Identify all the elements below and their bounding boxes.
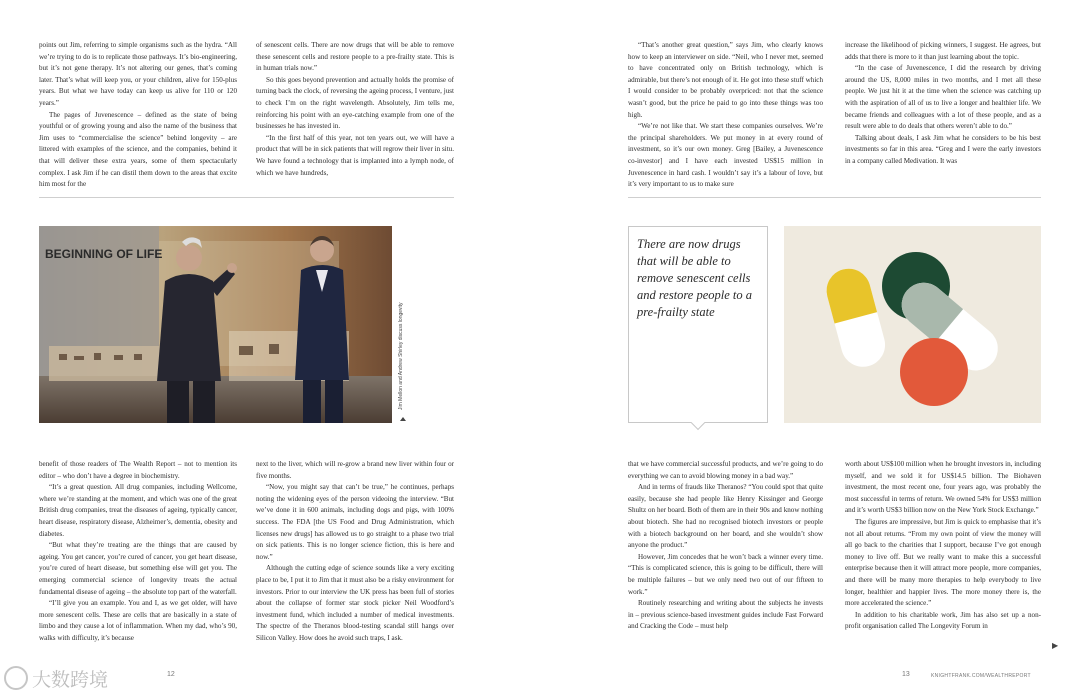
paragraph: “But what they’re treating are the things that are caused by ageing. You get cancer, you’re cured of cancer, you get heart disease, you’re cured of heart disease, but something else will get you. The emerging commercial science of longevity treats the actual fundamental disease of ageing – the absolute top part of the waterfall.: [39, 541, 237, 596]
paragraph: The figures are impressive, but Jim is quick to emphasise that it’s not all about returns. “From my own point of view the money will all go back to the charities that I support, because I’ve got enough money to live off. But we really want to make this a successful enterprise because then it will attract more people, more companies, and there will be many more therapies to help everybody to live longer, healthier and happier lives. The more money there is, the more accelerated the science.”: [845, 517, 1041, 608]
paragraph: “We’re not like that. We start these companies ourselves. We’re the principal shareholders. We put money in at every round of investment, so it’s our own money. Greg [Bailey, a Juvenescence co-investor] and I have each invested US$15 million in Juvenescence in hard cash. I wouldn’t say it’s a labour of love, but it’s very important to us to make sure: [628, 122, 823, 189]
paragraph: “In the first half of this year, not ten years out, we will have a product that will be in sick patients that will regrow their liver in situ. We have found a technology that is implanted into a lymph node, of which we have hundreds,: [256, 133, 454, 177]
paragraph: So this goes beyond prevention and actually holds the promise of turning back the clock, of reversing the ageing process, I venture, just to check I’m on the right wavelength. Absolutely, Jim tells me, reinforcing his point with an eye-catching example from one of the businesses he has invested in.: [256, 75, 454, 131]
next-page-arrow-icon[interactable]: ▶: [1052, 641, 1059, 650]
paragraph: Routinely researching and writing about the subjects he invests in – previous science-based investment guides include Fast Forward and Cracking the Code – must help: [628, 599, 823, 631]
paragraph: The pages of Juvenescence – defined as the state of being youthful or of growing young and also the name of the business that Jim uses to “commercialise the science” behind longevity – are littered with examples of the science, and the companies, behind it that will deliver these extra years, some of them spectacularly complex. I ask Jim if he can distil them down to the areas that excite him most for the: [39, 110, 237, 189]
paragraph: that we have commercial successful products, and we’re going to do everything we can to avoid blowing money in a bad way.”: [628, 460, 823, 480]
watermark-logo: [4, 664, 108, 692]
paragraph: Talking about deals, I ask Jim what he considers to be his best investments so far in this area. “Greg and I were the early investors in a company called Medivation. It was: [845, 133, 1041, 165]
paragraph: Although the cutting edge of science sounds like a very exciting place to be, I put it to Jim that it must also be a risky environment for investors. Prior to our interview the UK press has been full of stories about the collapse of former star stock picker Neil Woodford’s investment fund, which included a number of medical investments. The spectre of the Theranos blood-testing scandal still hangs over Silicon Valley. How does he avoid such traps, I ask.: [256, 564, 454, 642]
right-col1-bottom: [628, 459, 823, 633]
paragraph: However, Jim concedes that he won’t back a winner every time. “This is complicated science, this is going to be difficult, there will be multiple failures – but we only need two out of our fifteen to work.”: [628, 552, 823, 596]
page-number-left: 12: [167, 671, 175, 678]
divider: [39, 197, 454, 198]
watermark-icon: [4, 666, 28, 690]
paragraph: “That’s another great question,” says Jim, who clearly knows how to keep an interviewer on side. “Neil, who I never met, seemed to have concentrated only on British technology, which is admirable, but there’s not enough of it. He got into these stuff which I would consider to be probably overpriced: not that the science wasn’t good, but the price he paid to go into these things was too high.: [628, 41, 823, 119]
footer-url: KNIGHTFRANK.COM/WEALTHREPORT: [931, 673, 1031, 679]
divider: [628, 197, 1041, 198]
page-number-right: 13: [902, 671, 910, 678]
right-col1-top: [628, 40, 823, 191]
right-col2-top: [845, 40, 1041, 168]
right-col2-bottom: [845, 459, 1041, 633]
paragraph: points out Jim, referring to simple organisms such as the hydra. “All we’re trying to do is to replicate those pathways. It’s bio-engineering, but it’s not gene therapy. It’s not altering our genes, that’s coming later. That’s what will keep you, or your children, alive for 150-plus years. But what we have today can keep us alive for 110 or 120 years.”: [39, 41, 237, 107]
left-col2-bottom: [256, 459, 454, 645]
paragraph: increase the likelihood of picking winners, I suggest. He agrees, but adds that there is more to it than just learning about the topic.: [845, 41, 1041, 61]
paragraph: “I’ll give you an example. You and I, as we get older, will have more senescent cells. These are cells that are basically in a state of limbo and they cause a lot of inflammation. When my dad, who’s 90, walks with difficulty, it’s because: [39, 599, 237, 642]
museum-scene-illustration: [39, 226, 392, 423]
left-col2-top: [256, 40, 454, 179]
paragraph: benefit of those readers of The Wealth Report – not to mention its editor – who don’t have a degree in biochemistry.: [39, 460, 237, 480]
pull-quote-box: [628, 226, 768, 423]
paragraph: of senescent cells. There are now drugs that will be able to remove these senescent cells and restore people to a pre-frailty state. This is in human trials now.”: [256, 41, 454, 73]
caption-marker: [400, 417, 406, 421]
paragraph: next to the liver, which will re-grow a brand new liver within four or five months.: [256, 460, 454, 480]
paragraph: And in terms of frauds like Theranos? “You could spot that quite easily, because she had people like Henry Kissinger and George Shultz on her board. Both of them are in their 90s and know nothing about biotech. She had no recognised biotech investors or people with a biotech background on her board, and she wouldn’t show anyone the product.”: [628, 483, 823, 550]
interview-photo: [39, 226, 392, 423]
pull-quote-pointer: [691, 416, 705, 430]
capsule-graphic: [784, 226, 1041, 423]
pull-quote: There are now drugs that will be able to remove senescent cells and restore people to a pre-frailty state: [637, 237, 753, 319]
watermark-text: 大数跨境: [32, 668, 109, 691]
left-col1-top: [39, 40, 237, 191]
pills-illustration: [784, 226, 1041, 423]
paragraph: “Now, you might say that can’t be true,” he continues, perhaps noting the widening eyes of the person videoing the interview. “But we’ve done it in 600 animals, including dogs and pigs, with 100% success. The FDA [the US Food and Drug Administration, which licenses new drugs] has allowed us to go straight to a phase two trial on sick patients. This is no longer science fiction, this is here and now.”: [256, 483, 454, 561]
left-col1-bottom: [39, 459, 237, 645]
paragraph: worth about US$100 million when he brought investors in, including myself, and we sold it for US$14.5 billion. The Biohaven investment, the most recent one, four years ago, was probably the most successful in terms of return. We owned 54% for US$3 million and it’s worth US$3 billion now on the New York Stock Exchange.”: [845, 460, 1041, 515]
paragraph: “It’s a great question. All drug companies, including Wellcome, where we’re standing at the moment, and which was one of the great British drug companies, treat the diseases of ageing, typically cancer, heart disease, respiratory disease, Alzheimer’s, dementia, obesity and diabetes.: [39, 483, 237, 538]
photo-credit: Jim Mellon and Andrew Shirley discuss longevity: [398, 302, 404, 410]
paragraph: “In the case of Juvenescence, I did the research by driving around the US, 8,000 miles in two months, and I met all these people. We just hit it at the time when the science was catching up with the aspiration of all of us to live a longer and healthier life. We became friends and colleagues with a lot of these people, and as a result were able to do deals that others weren’t able to do.”: [845, 64, 1041, 131]
sign-text: BEGINNING OF LIFE: [45, 247, 163, 261]
paragraph: In addition to his charitable work, Jim has also set up a non-profit organisation called The Longevity Forum in: [845, 610, 1041, 631]
